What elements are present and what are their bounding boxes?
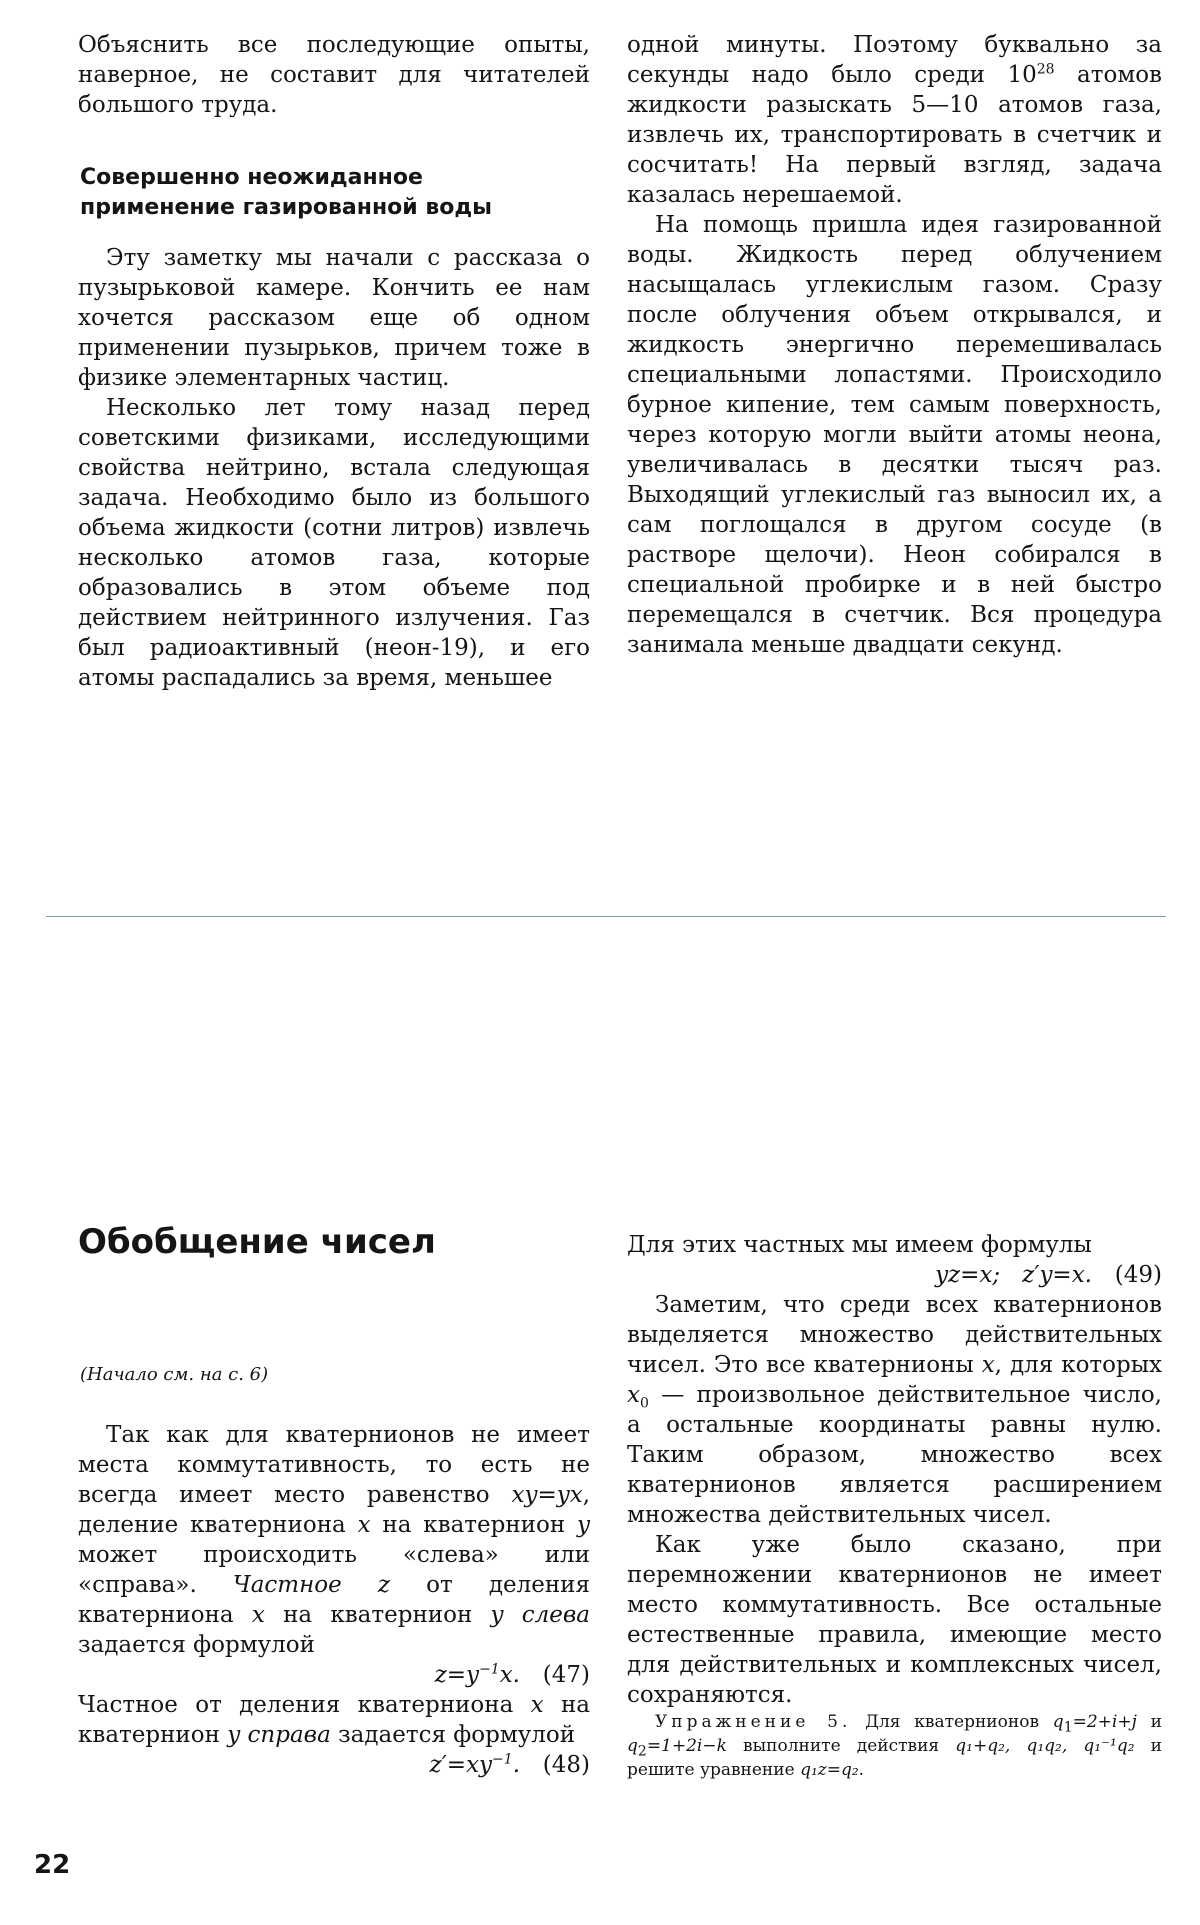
body-paragraph: Заметим, что среди всех кватернионов выделяется множество действительных чисел. Это все кватернионы x, для которых $x_0$ — произвольное действительное число, а остальные координаты равны нулю. Таким образом, множество всех кватернионов является расширением множества действительных чисел.: [627, 1292, 1162, 1528]
formula-49: yz=x; z′y=x. (49): [935, 1262, 1162, 1288]
section-divider: [46, 916, 1166, 917]
continuation-note: (Начало см. на с. 6): [80, 1364, 269, 1385]
top-left-body: [78, 243, 590, 693]
intro-paragraph: Объяснить все последующие опыты, наверное, не составит для читателей большого труда.: [78, 32, 590, 118]
body-paragraph: Для этих частных мы имеем формулы: [627, 1232, 1092, 1258]
top-right-column: [627, 30, 1162, 660]
page-number: 22: [34, 1850, 71, 1880]
section-subheading: Совершенно неожиданное применение газированной воды: [80, 165, 493, 220]
formula-48: $z'=xy^{-1}$. (48): [429, 1751, 590, 1778]
body-paragraph: Несколько лет тому назад перед советскими физиками, исследующими свойства нейтрино, встала следующая задача. Необходимо было из большого объема жидкости (сотни литров) извлечь несколько атомов газа, которые образовались в этом объеме под действием нейтринного излучения. Газ был радиоактивный (неон-19), и его атомы распадались за время, меньшее: [78, 395, 590, 691]
bottom-left-column: [78, 1420, 590, 1780]
body-paragraph: Эту заметку мы начали с рассказа о пузырьковой камере. Кончить ее нам хочется рассказом еще об одном применении пузырьков, причем тоже в физике элементарных частиц.: [78, 245, 590, 391]
top-left-column: [78, 30, 590, 120]
body-paragraph: Как уже было сказано, при перемножении кватернионов не имеет место коммутативность. Все остальные естественные правила, имеющие место для действительных и комплексных чисел, сохраняются.: [627, 1532, 1162, 1708]
body-paragraph: Частное от деления кватерниона x на кватернион y справа задается формулой: [78, 1692, 590, 1748]
article-title: Обобщение чисел: [78, 1222, 436, 1262]
formula-47: $z=y^{-1}x$. (47): [434, 1661, 590, 1688]
body-paragraph: одной минуты. Поэтому буквально за секунды надо было среди $10^{28}$ атомов жидкости разыскать 5—10 атомов газа, извлечь их, транспортировать в счетчик и сосчитать! На первый взгляд, задача казалась нерешаемой.: [627, 32, 1163, 208]
bottom-right-column: [627, 1230, 1162, 1782]
body-paragraph: На помощь пришла идея газированной воды. Жидкость перед облучением насыщалась углекислым газом. Сразу после облучения объем открывался, и жидкость энергично перемешивалась специальными лопастями. Происходило бурное кипение, тем самым поверхность, через которую могли выйти атомы неона, увеличивалась в десятки тысяч раз. Выходящий углекислый газ выносил их, а сам поглощался в другом сосуде (в растворе щелочи). Неон собирался в специальной пробирке и в ней быстро перемещался в счетчик. Вся процедура занимала меньше двадцати секунд.: [627, 212, 1162, 658]
exercise: Упражнение 5. Для кватернионов $q_1=2+i+j$ и $q_2=1+2i-k$ выполните действия q₁+q₂, q₁q₂, q₁⁻¹q₂ и решите уравнение q₁z=q₂.: [627, 1712, 1162, 1780]
body-paragraph: Так как для кватернионов не имеет места коммутативность, то есть не всегда имеет место равенство xy=yx, деление кватерниона x на кватернион y может происходить «слева» или «справа». Частное z от деления кватерниона x на кватернион y слева задается формулой: [78, 1422, 591, 1658]
